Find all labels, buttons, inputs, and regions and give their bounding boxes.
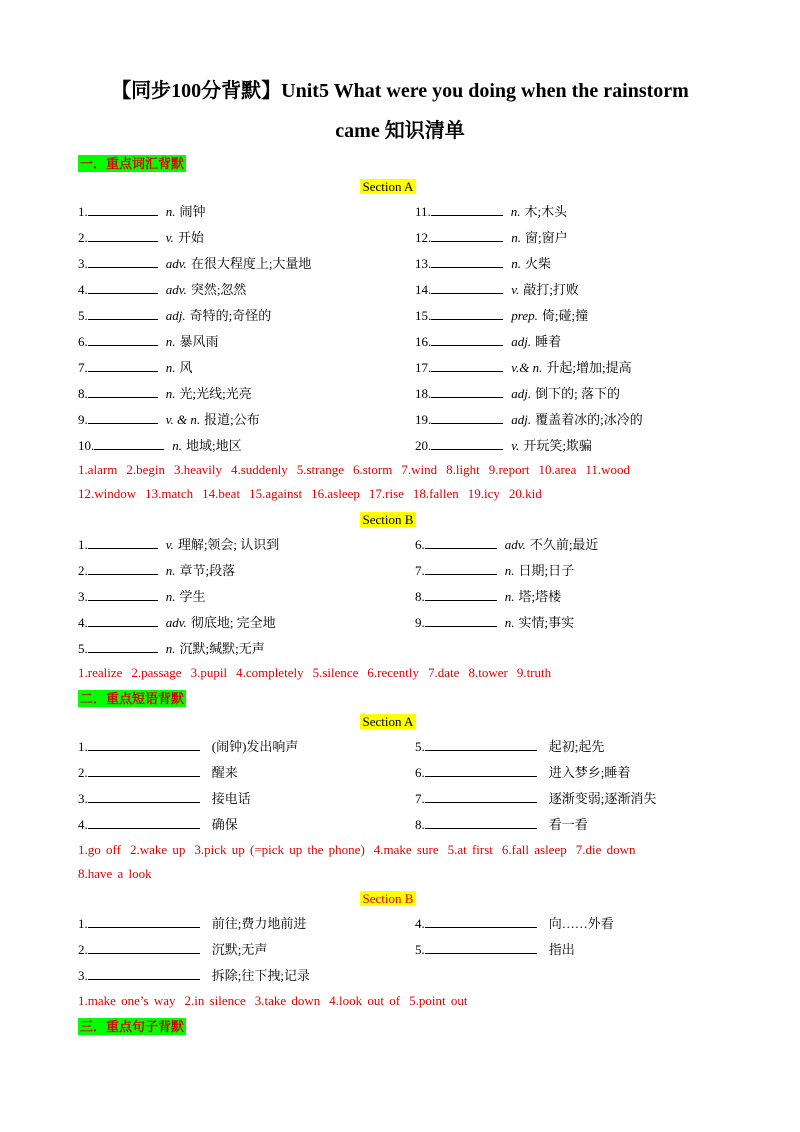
vocab-left-row	[78, 437, 242, 455]
answer-item: 8.have a look	[78, 866, 152, 881]
answer-blank	[431, 333, 503, 346]
answer-blank	[88, 790, 200, 803]
item-number: 13.	[415, 256, 432, 271]
answer-item: 6.recently	[367, 665, 420, 680]
meaning: 闹钟	[179, 204, 206, 219]
answer-blank	[88, 281, 158, 294]
part-of-speech: v.	[165, 230, 174, 245]
item-number: 7.	[415, 791, 425, 806]
meaning: 倒下的; 落下的	[535, 386, 620, 401]
meaning: 在很大程度上;大量地	[190, 256, 312, 271]
answer-item: 4.suddenly	[231, 462, 288, 477]
vocab-left-row	[78, 640, 265, 658]
item-number: 11.	[415, 204, 431, 219]
phrase-left-row	[78, 941, 267, 959]
meaning: 报道;公布	[204, 412, 260, 427]
answer-blank	[431, 281, 503, 294]
vocab-right-row	[415, 614, 574, 632]
answer-item: 6.fall asleep	[501, 842, 567, 857]
part1-section-b-label: Section B	[0, 511, 776, 528]
meaning: 敲打;打败	[523, 282, 579, 297]
meaning: 开始	[177, 230, 204, 245]
answer-blank	[425, 588, 497, 601]
meaning: (闹钟)发出响声	[211, 739, 299, 754]
meaning: 进入梦乡;睡着	[548, 765, 631, 780]
vocab-left-row	[78, 281, 246, 299]
answer-item: 10.area	[538, 462, 577, 477]
part2-section-b-answers	[78, 989, 748, 1013]
meaning: 覆盖着冰的;冰冷的	[535, 412, 643, 427]
meaning: 起初;起先	[548, 739, 605, 754]
vocab-left-row	[78, 359, 193, 377]
vocab-left-row	[78, 536, 279, 554]
answer-item: 7.date	[428, 665, 460, 680]
item-number: 8.	[415, 589, 425, 604]
meaning: 沉默;无声	[211, 942, 268, 957]
part-of-speech: n.	[165, 334, 176, 349]
answer-blank	[88, 203, 158, 216]
answer-blank	[88, 536, 158, 549]
answer-blank	[88, 562, 158, 575]
part1-section-a-answers-2	[78, 482, 748, 506]
answer-item: 9.report	[488, 462, 530, 477]
part-of-speech: adj.	[511, 386, 532, 401]
meaning: 前往;费力地前进	[211, 916, 307, 931]
item-number: 3.	[78, 256, 88, 271]
answer-blank	[88, 941, 200, 954]
meaning: 塔;塔楼	[518, 589, 562, 604]
vocab-left-row	[78, 411, 260, 429]
answer-item: 2.wake up	[129, 842, 186, 857]
part1-section-a-answers-1	[78, 458, 748, 482]
part-of-speech: v.	[511, 282, 520, 297]
meaning: 彻底地; 完全地	[190, 615, 276, 630]
vocab-right-row	[415, 562, 574, 580]
answer-item: 7.wind	[401, 462, 438, 477]
answer-blank	[425, 816, 537, 829]
vocab-left-row	[78, 255, 311, 273]
item-number: 4.	[78, 282, 88, 297]
vocab-right-row	[415, 359, 632, 377]
answer-blank	[88, 640, 158, 653]
item-number: 16.	[415, 334, 432, 349]
phrase-right-row	[415, 941, 575, 959]
answer-item: 5.strange	[296, 462, 344, 477]
item-number: 17.	[415, 360, 432, 375]
part1-section-b-answers	[78, 661, 748, 685]
meaning: 向……外看	[548, 916, 614, 931]
phrase-left-row	[78, 915, 306, 933]
item-number: 1.	[78, 916, 88, 931]
answer-item: 8.light	[446, 462, 480, 477]
answer-blank	[88, 967, 200, 980]
phrase-right-row	[415, 764, 630, 782]
meaning: 接电话	[211, 791, 251, 806]
part2-section-a-answers-1	[78, 838, 748, 862]
answer-item: 9.truth	[516, 665, 552, 680]
meaning: 醒来	[211, 765, 238, 780]
part-of-speech: adv.	[165, 256, 187, 271]
answer-blank	[88, 764, 200, 777]
answer-blank	[431, 203, 503, 216]
item-number: 2.	[78, 765, 88, 780]
answer-item: 1.go off	[78, 842, 121, 857]
answer-blank	[88, 588, 158, 601]
vocab-left-row	[78, 385, 252, 403]
item-number: 12.	[415, 230, 432, 245]
part-of-speech: n.	[165, 563, 176, 578]
item-number: 6.	[78, 334, 88, 349]
answer-item: 13.match	[145, 486, 194, 501]
part-of-speech: n.	[165, 204, 176, 219]
part-of-speech: v.	[511, 438, 520, 453]
item-number: 5.	[78, 641, 88, 656]
meaning: 升起;增加;提高	[546, 360, 632, 375]
phrase-right-row	[415, 915, 614, 933]
vocab-right-row	[415, 229, 568, 247]
item-number: 20.	[415, 438, 432, 453]
item-number: 8.	[78, 386, 88, 401]
phrase-left-row	[78, 738, 298, 756]
vocab-right-row	[415, 411, 643, 429]
vocab-left-row	[78, 588, 206, 606]
meaning: 理解;领会; 认识到	[177, 537, 280, 552]
part-of-speech: adv.	[165, 615, 187, 630]
item-number: 5.	[78, 308, 88, 323]
page-title-line1: 【同步100分背默】Unit5 What were you doing when the rainstorm	[111, 80, 689, 102]
item-number: 5.	[415, 942, 425, 957]
item-number: 1.	[78, 204, 88, 219]
vocab-right-row	[415, 385, 620, 403]
part2-section-a-label: Section A	[0, 713, 776, 730]
meaning: 风	[179, 360, 193, 375]
answer-item: 12.window	[78, 486, 137, 501]
item-number: 3.	[78, 968, 88, 983]
item-number: 7.	[78, 360, 88, 375]
item-number: 8.	[415, 817, 425, 832]
item-number: 4.	[78, 817, 88, 832]
part-of-speech: n.	[165, 360, 176, 375]
answer-item: 5.at first	[447, 842, 493, 857]
item-number: 2.	[78, 942, 88, 957]
meaning: 光;光线;光亮	[179, 386, 252, 401]
answer-blank	[425, 614, 497, 627]
item-number: 4.	[415, 916, 425, 931]
part-of-speech: n.	[511, 230, 521, 245]
answer-item: 8.tower	[468, 665, 508, 680]
answer-item: 11.wood	[585, 462, 631, 477]
vocab-left-row	[78, 562, 235, 580]
answer-blank	[425, 738, 537, 751]
answer-item: 6.storm	[353, 462, 393, 477]
part-of-speech: n.	[172, 438, 182, 453]
answer-blank	[425, 915, 537, 928]
answer-blank	[88, 614, 158, 627]
meaning: 学生	[179, 589, 206, 604]
phrase-left-row	[78, 790, 251, 808]
item-number: 2.	[78, 230, 88, 245]
item-number: 7.	[415, 563, 425, 578]
meaning: 逐渐变弱;逐渐消失	[548, 791, 657, 806]
answer-blank	[88, 816, 200, 829]
answer-blank	[431, 359, 503, 372]
meaning: 睡着	[535, 334, 562, 349]
vocab-right-row	[415, 281, 579, 299]
answer-item: 15.against	[249, 486, 303, 501]
meaning: 木;木头	[524, 204, 568, 219]
meaning: 火柴	[525, 256, 552, 271]
part2-section-b-label: Section B	[0, 890, 776, 907]
meaning: 沉默;缄默;无声	[179, 641, 265, 656]
item-number: 6.	[415, 765, 425, 780]
phrase-right-row	[415, 738, 604, 756]
answer-blank	[425, 536, 497, 549]
meaning: 看一看	[548, 817, 588, 832]
page-title-line2: came 知识清单	[335, 120, 465, 142]
item-number: 1.	[78, 537, 88, 552]
part-of-speech: adj.	[165, 308, 186, 323]
vocab-left-row	[78, 333, 219, 351]
part-of-speech: v.	[165, 537, 174, 552]
answer-blank	[431, 229, 503, 242]
vocab-right-row	[415, 203, 567, 221]
part-of-speech: n.	[165, 386, 176, 401]
meaning: 不久前;最近	[529, 537, 599, 552]
meaning: 倚;碰;撞	[541, 308, 589, 323]
part1-heading: 一．重点词汇背默	[80, 156, 185, 171]
answer-blank	[88, 307, 158, 320]
part-of-speech: n.	[504, 563, 515, 578]
part-of-speech: n.	[504, 589, 515, 604]
answer-blank	[431, 437, 503, 450]
meaning: 拆除;往下拽;记录	[211, 968, 310, 983]
part-of-speech: v. & n.	[165, 412, 201, 427]
item-number: 6.	[415, 537, 425, 552]
item-number: 18.	[415, 386, 432, 401]
answer-blank	[431, 255, 503, 268]
part-of-speech: n.	[165, 641, 176, 656]
meaning: 确保	[211, 817, 238, 832]
answer-blank	[88, 359, 158, 372]
answer-item: 4.make sure	[373, 842, 439, 857]
part-of-speech: adv.	[165, 282, 187, 297]
part-of-speech: v.& n.	[511, 360, 543, 375]
answer-blank	[425, 562, 497, 575]
answer-item: 3.pupil	[190, 665, 228, 680]
answer-item: 16.asleep	[311, 486, 360, 501]
part2-section-a-answers-2	[78, 862, 748, 886]
answer-item: 17.rise	[368, 486, 404, 501]
part-of-speech: prep.	[511, 308, 538, 323]
item-number: 3.	[78, 791, 88, 806]
answer-item: 2.passage	[131, 665, 182, 680]
meaning: 实情;事实	[518, 615, 575, 630]
answer-item: 2.in silence	[184, 993, 246, 1008]
phrase-left-row	[78, 967, 310, 985]
part-of-speech: adv.	[504, 537, 526, 552]
part1-section-a-label: Section A	[0, 178, 776, 195]
part3-heading: 三．重点句子背默	[80, 1019, 185, 1034]
vocab-right-row	[415, 333, 561, 351]
meaning: 奇特的;奇怪的	[189, 308, 272, 323]
answer-blank	[425, 941, 537, 954]
meaning: 章节;段落	[179, 563, 236, 578]
answer-blank	[431, 307, 503, 320]
answer-item: 5.point out	[409, 993, 468, 1008]
item-number: 5.	[415, 739, 425, 754]
item-number: 15.	[415, 308, 432, 323]
vocab-left-row	[78, 229, 204, 247]
item-number: 1.	[78, 739, 88, 754]
item-number: 2.	[78, 563, 88, 578]
answer-item: 3.heavily	[173, 462, 222, 477]
answer-blank	[425, 790, 537, 803]
answer-blank	[88, 915, 200, 928]
meaning: 突然;忽然	[190, 282, 247, 297]
answer-item: 7.die down	[575, 842, 636, 857]
item-number: 9.	[415, 615, 425, 630]
answer-item: 1.realize	[78, 665, 123, 680]
vocab-right-row	[415, 307, 588, 325]
answer-blank	[88, 738, 200, 751]
meaning: 地域;地区	[186, 438, 242, 453]
answer-item: 2.begin	[126, 462, 165, 477]
answer-item: 4.look out of	[329, 993, 401, 1008]
item-number: 9.	[78, 412, 88, 427]
part-of-speech: n.	[504, 615, 515, 630]
item-number: 14.	[415, 282, 432, 297]
answer-item: 1.make one’s way	[78, 993, 176, 1008]
answer-blank	[88, 385, 158, 398]
answer-item: 18.fallen	[412, 486, 459, 501]
item-number: 3.	[78, 589, 88, 604]
answer-blank	[88, 333, 158, 346]
part-of-speech: n.	[511, 256, 521, 271]
meaning: 窗;窗户	[525, 230, 568, 245]
part-of-speech: n.	[165, 589, 176, 604]
part-of-speech: adj.	[511, 412, 532, 427]
answer-blank	[425, 764, 537, 777]
answer-blank	[431, 411, 503, 424]
phrase-left-row	[78, 764, 238, 782]
answer-item: 4.completely	[236, 665, 304, 680]
answer-item: 14.beat	[202, 486, 241, 501]
vocab-right-row	[415, 588, 561, 606]
meaning: 日期;日子	[518, 563, 575, 578]
answer-item: 19.icy	[467, 486, 500, 501]
vocab-left-row	[78, 203, 206, 221]
answer-blank	[88, 229, 158, 242]
part-of-speech: adj.	[511, 334, 532, 349]
meaning: 指出	[548, 942, 575, 957]
answer-item: 20.kid	[508, 486, 542, 501]
part2-heading: 二．重点短语背默	[80, 691, 185, 706]
vocab-right-row	[415, 536, 598, 554]
part-of-speech: n.	[510, 204, 521, 219]
meaning: 暴风雨	[179, 334, 219, 349]
answer-item: 1.alarm	[78, 462, 118, 477]
item-number: 10.	[78, 438, 95, 453]
vocab-right-row	[415, 437, 592, 455]
answer-blank	[88, 255, 158, 268]
answer-blank	[88, 411, 158, 424]
vocab-left-row	[78, 307, 271, 325]
vocab-right-row	[415, 255, 551, 273]
phrase-right-row	[415, 816, 588, 834]
answer-blank	[94, 437, 164, 450]
vocab-left-row	[78, 614, 276, 632]
item-number: 4.	[78, 615, 88, 630]
answer-item: 3.take down	[254, 993, 321, 1008]
answer-item: 3.pick up (=pick up the phone)	[194, 842, 365, 857]
answer-blank	[431, 385, 503, 398]
item-number: 19.	[415, 412, 432, 427]
phrase-right-row	[415, 790, 656, 808]
phrase-left-row	[78, 816, 238, 834]
meaning: 开玩笑;欺骗	[523, 438, 592, 453]
answer-item: 5.silence	[312, 665, 359, 680]
